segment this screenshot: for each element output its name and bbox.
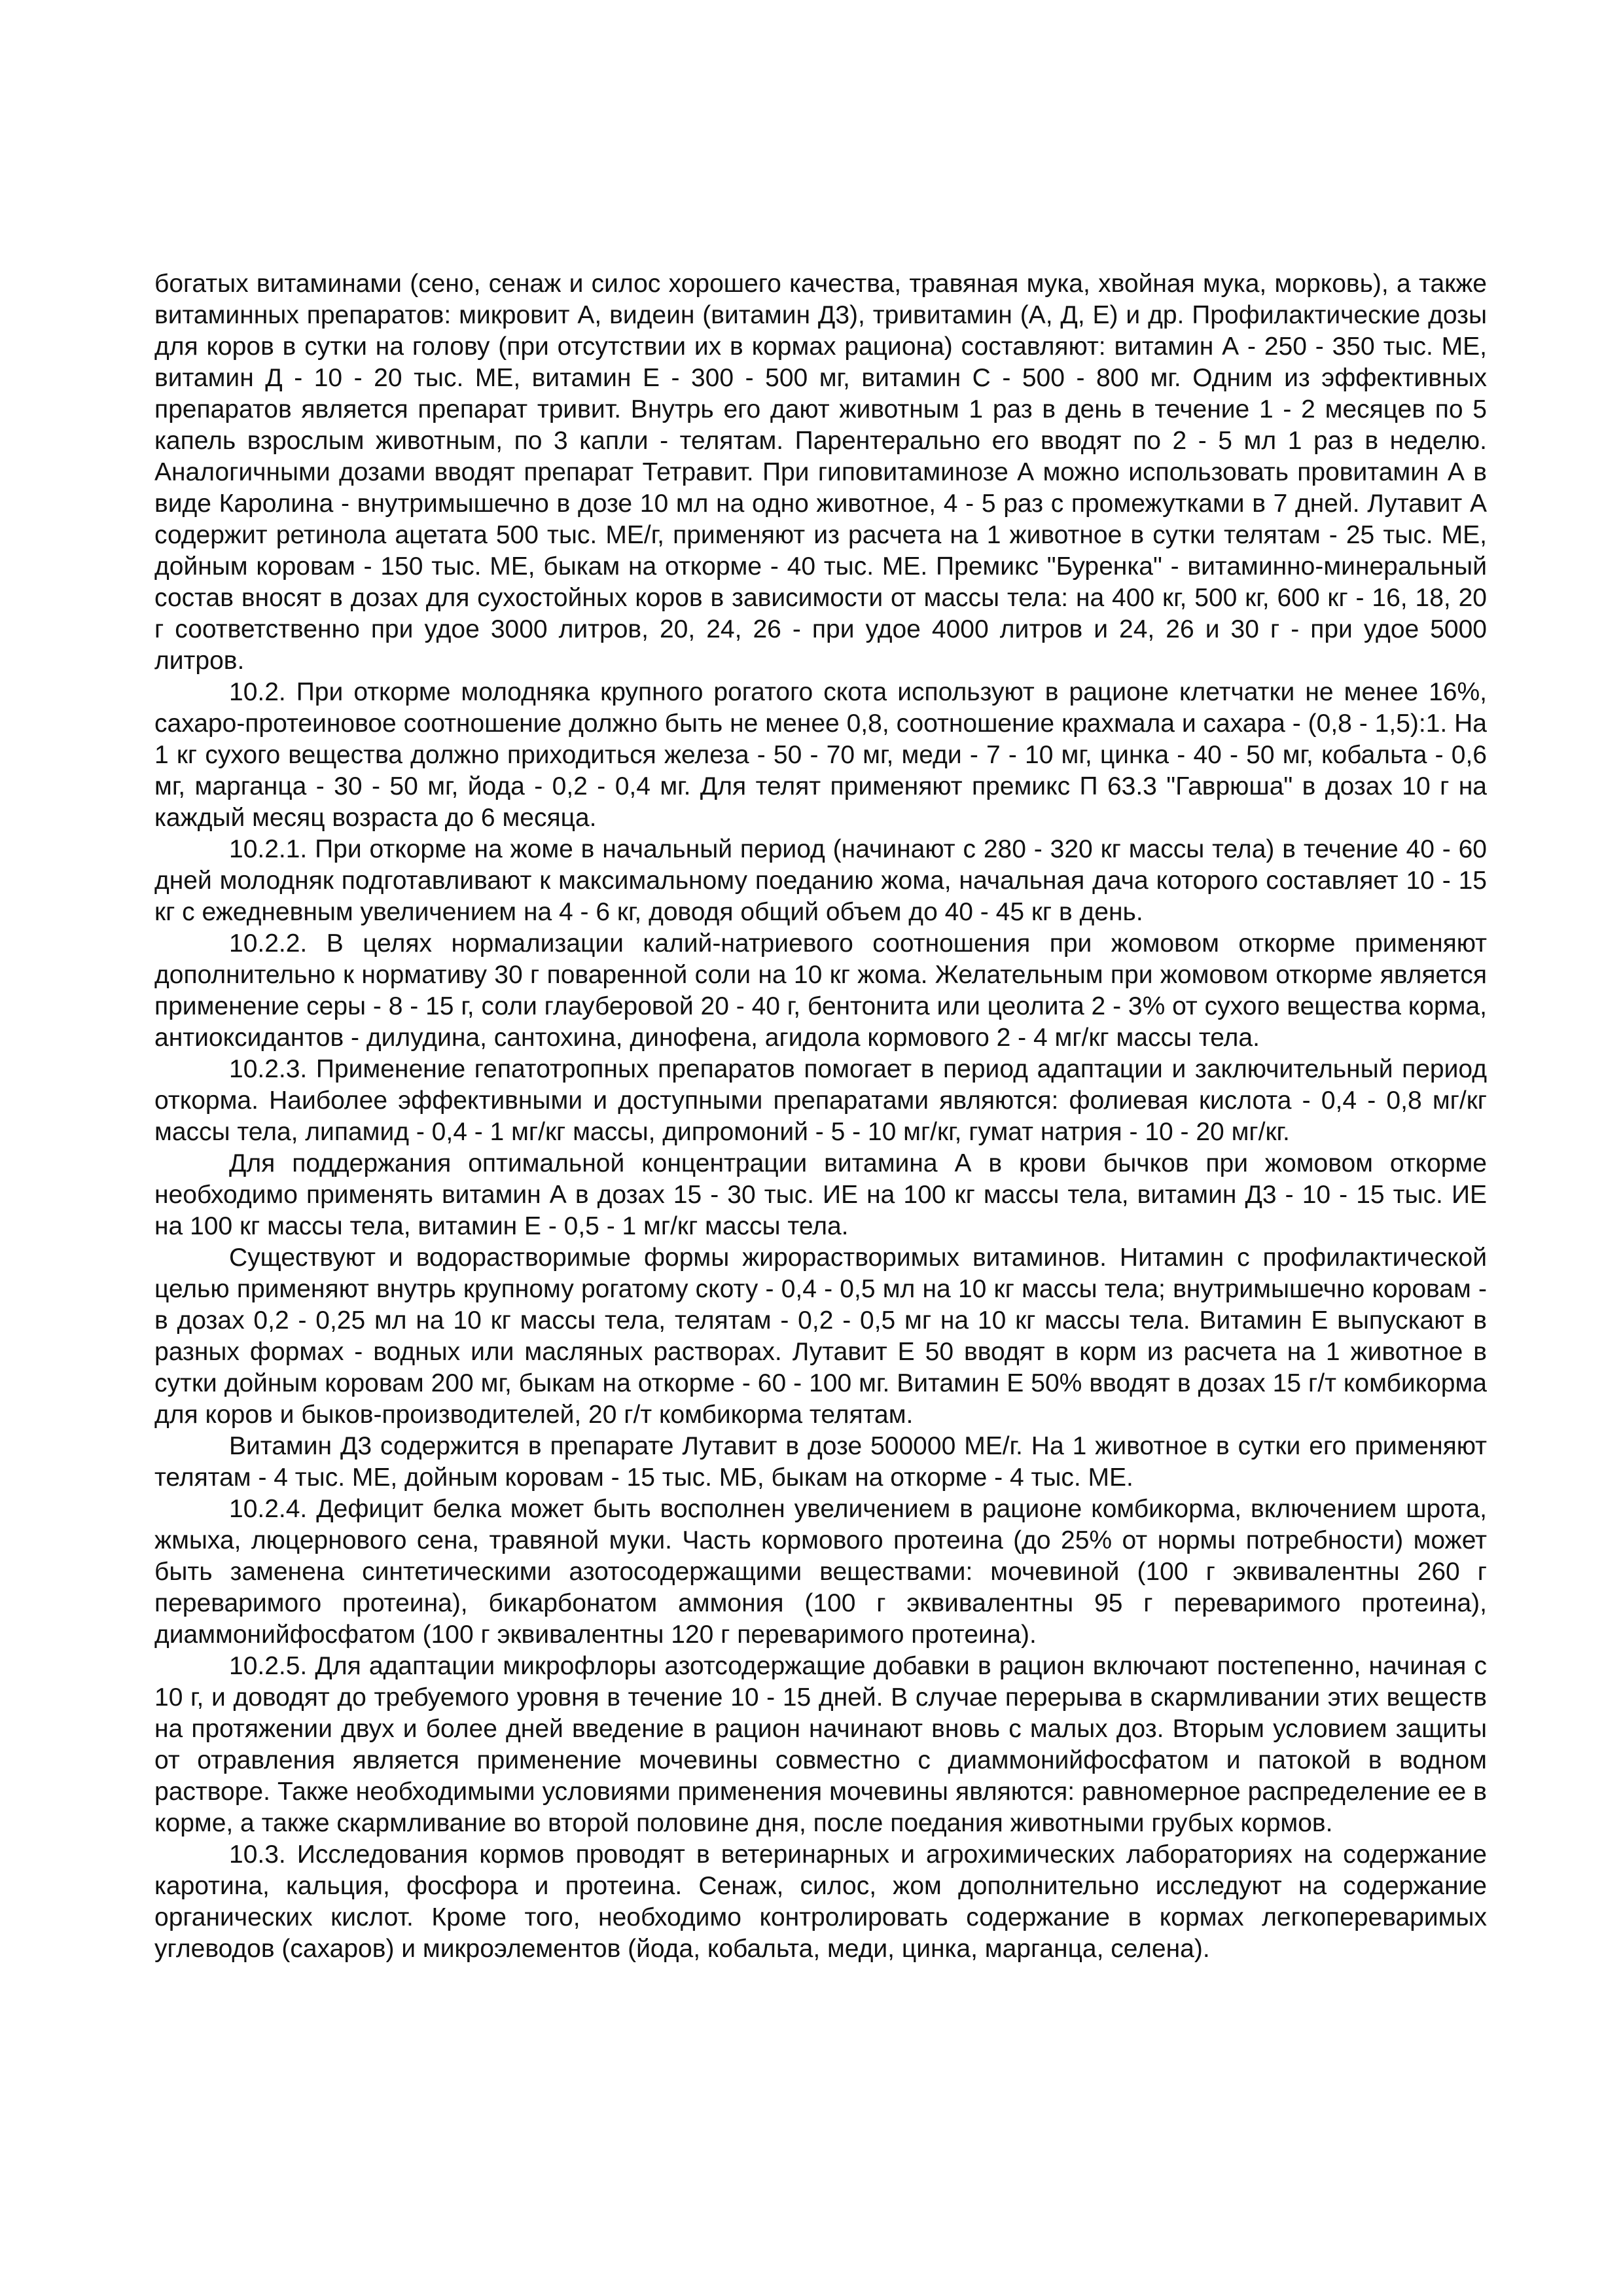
paragraph-vitamin-a-concentration: Для поддержания оптимальной концентрации витамина А в крови бычков при жомовом откорме необходимо применять витамин А в дозах 15 - 30 тыс. ИЕ на 100 кг массы тела, витамин Д3 - 10 - 15 тыс. ИЕ на 100 кг массы тела, витамин Е - 0,5 - 1 мг/кг массы тела.	[154, 1149, 1487, 1240]
paragraph-10-2-1: 10.2.1. При откорме на жоме в начальный период (начинают с 280 - 320 кг массы тела) в течение 40 - 60 дней молодняк подготавливают к максимальному поеданию жома, начальная дача которого составляет 10 - 15 кг с ежедневным увеличением на 4 - 6 кг, доводя общий объем до 40 - 45 кг в день.	[154, 835, 1487, 926]
paragraph-10-2-2: 10.2.2. В целях нормализации калий-натриевого соотношения при жомовом откорме применяют дополнительно к нормативу 30 г поваренной соли на 10 кг жома. Желательным при жомовом откорме является применение серы - 8 - 15 г, соли глауберовой 20 - 40 г, бентонита или цеолита 2 - 3% от сухого вещества корма, антиоксидантов - дилудина, сантохина, динофена, агидола кормового 2 - 4 мг/кг массы тела.	[154, 929, 1487, 1052]
paragraph-vitamin-d3: Витамин Д3 содержится в препарате Лутавит в дозе 500000 МЕ/г. На 1 животное в сутки его применяют телятам - 4 тыс. МЕ, дойным коровам - 15 тыс. МБ, быкам на откорме - 4 тыс. МЕ.	[154, 1432, 1487, 1492]
paragraph-10-2: 10.2. При откорме молодняка крупного рогатого скота используют в рационе клетчатки не менее 16%, сахаро-протеиновое соотношение должно быть не менее 0,8, соотношение крахмала и сахара - (0,8 - 1,5):1. На 1 кг сухого вещества должно приходиться железа - 50 - 70 мг, меди - 7 - 10 мг, цинка - 40 - 50 мг, кобальта - 0,6 мг, марганца - 30 - 50 мг, йода - 0,2 - 0,4 мг. Для телят применяют премикс П 63.3 "Гаврюша" в дозах 10 г на каждый месяц возраста до 6 месяца.	[154, 678, 1487, 832]
paragraph-10-2-5: 10.2.5. Для адаптации микрофлоры азотсодержащие добавки в рацион включают постепенно, начиная с 10 г, и доводят до требуемого уровня в течение 10 - 15 дней. В случае перерыва в скармливании этих веществ на протяжении двух и более дней введение в рацион начинают вновь с малых доз. Вторым условием защиты от отравления является применение мочевины совместно с диаммонийфосфатом и патокой в водном растворе. Также необходимыми условиями применения мочевины являются: равномерное распределение ее в корме, а также скармливание во второй половине дня, после поедания животными грубых кормов.	[154, 1652, 1487, 1837]
document-page	[154, 268, 1487, 1965]
paragraph-10-3: 10.3. Исследования кормов проводят в ветеринарных и агрохимических лабораториях на содержание каротина, кальция, фосфора и протеина. Сенаж, силос, жом дополнительно исследуют на содержание органических кислот. Кроме того, необходимо контролировать содержание в кормах легкопереваримых углеводов (сахаров) и микроэлементов (йода, кобальта, меди, цинка, марганца, селена).	[154, 1840, 1487, 1963]
paragraph-10-2-3: 10.2.3. Применение гепатотропных препаратов помогает в период адаптации и заключительный период откорма. Наиболее эффективными и доступными препаратами являются: фолиевая кислота - 0,4 - 0,8 мг/кг массы тела, липамид - 0,4 - 1 мг/кг массы, дипромоний - 5 - 10 мг/кг, гумат натрия - 10 - 20 мг/кг.	[154, 1055, 1487, 1146]
paragraph-vitamin-sources: богатых витаминами (сено, сенаж и силос хорошего качества, травяная мука, хвойная мука, морковь), а также витаминных препаратов: микровит А, видеин (витамин Д3), тривитамин (А, Д, Е) и др. Профилактические дозы для коров в сутки на голову (при отсутствии их в кормах рациона) составляют: витамин А - 250 - 350 тыс. МЕ, витамин Д - 10 - 20 тыс. МЕ, витамин Е - 300 - 500 мг, витамин С - 500 - 800 мг. Одним из эффективных препаратов является препарат тривит. Внутрь его дают животным 1 раз в день в течение 1 - 2 месяцев по 5 капель взрослым животным, по 3 капли - телятам. Парентерально его вводят по 2 - 5 мл 1 раз в неделю. Аналогичными дозами вводят препарат Тетравит. При гиповитаминозе А можно использовать провитамин А в виде Каролина - внутримышечно в дозе 10 мл на одно животное, 4 - 5 раз с промежутками в 7 дней. Лутавит А содержит ретинола ацетата 500 тыс. МЕ/г, применяют из расчета на 1 животное в сутки телятам - 25 тыс. МЕ, дойным коровам - 150 тыс. МЕ, быкам на откорме - 40 тыс. МЕ. Премикс "Буренка" - витаминно-минеральный состав вносят в дозах для сухостойных коров в зависимости от массы тела: на 400 кг, 500 кг, 600 кг - 16, 18, 20 г соответственно при удое 3000 литров, 20, 24, 26 - при удое 4000 литров и 24, 26 и 30 г - при удое 5000 литров.	[154, 270, 1487, 675]
paragraph-10-2-4: 10.2.4. Дефицит белка может быть восполнен увеличением в рационе комбикорма, включением шрота, жмыха, люцернового сена, травяной муки. Часть кормового протеина (до 25% от нормы потребности) может быть заменена синтетическими азотосодержащими веществами: мочевиной (100 г эквивалентны 260 г переваримого протеина), бикарбонатом аммония (100 г эквивалентны 95 г переваримого протеина), диаммонийфосфатом (100 г эквивалентны 120 г переваримого протеина).	[154, 1495, 1487, 1649]
paragraph-water-soluble-forms: Существуют и водорастворимые формы жирорастворимых витаминов. Нитамин с профилактической целью применяют внутрь крупному рогатому скоту - 0,4 - 0,5 мл на 10 кг массы тела; внутримышечно коровам - в дозах 0,2 - 0,25 мл на 10 кг массы тела, телятам - 0,2 - 0,5 мг на 10 кг массы тела. Витамин Е выпускают в разных формах - водных или масляных растворах. Лутавит Е 50 вводят в корм из расчета на 1 животное в сутки дойным коровам 200 мг, быкам на откорме - 60 - 100 мг. Витамин Е 50% вводят в дозах 15 г/т комбикорма для коров и быков-производителей, 20 г/т комбикорма телятам.	[154, 1244, 1487, 1429]
